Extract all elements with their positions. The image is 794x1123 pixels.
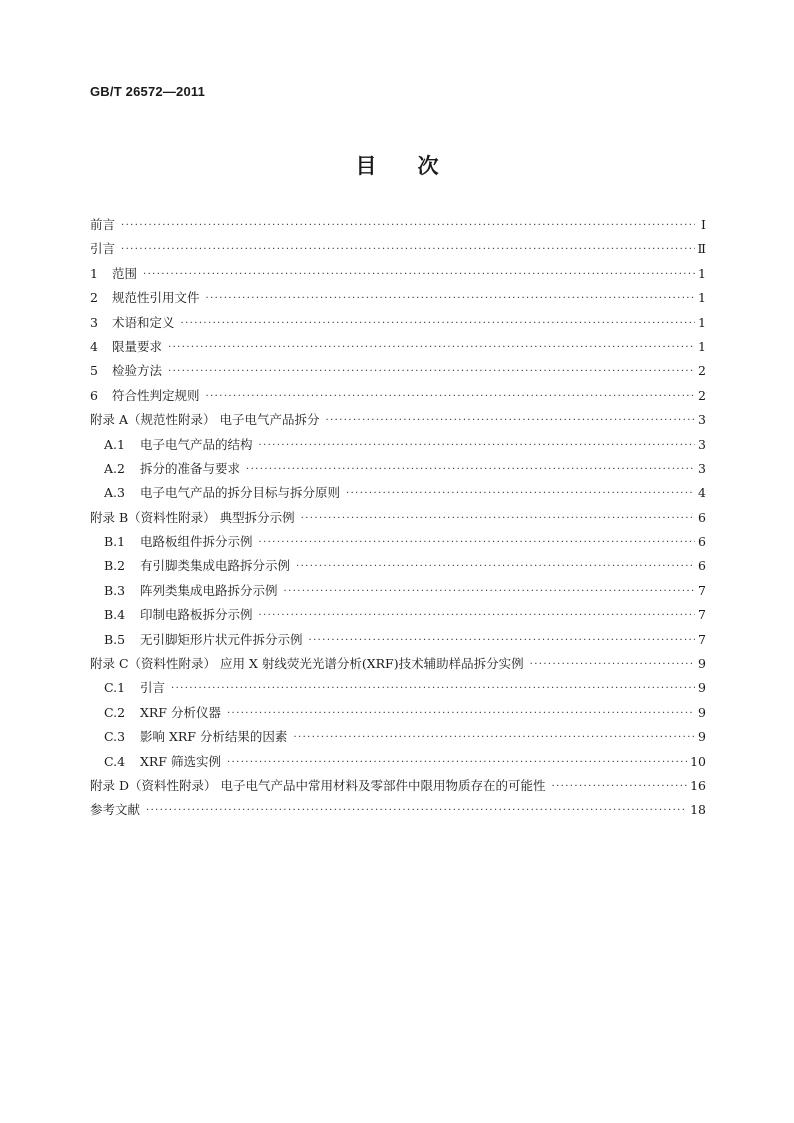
toc-entry[interactable] (90, 776, 706, 800)
toc-entry[interactable] (90, 288, 706, 312)
toc-entry-number: A.1 (104, 436, 125, 452)
toc-entry[interactable] (90, 678, 706, 702)
toc-entry[interactable] (90, 361, 706, 385)
toc-entry-label (90, 239, 115, 257)
toc-dot-leader (259, 440, 695, 451)
toc-entry-page: 7 (698, 607, 706, 623)
toc-entry-page: Ⅱ (697, 241, 706, 257)
toc-entry-number: C.3 (104, 729, 126, 745)
toc-entry-page: 1 (698, 265, 706, 281)
toc-entry-page: 1 (698, 314, 706, 330)
toc-entry-number: A.2 (104, 460, 125, 476)
toc-entry-page: 1 (698, 338, 706, 354)
toc-entry-page: 9 (698, 704, 706, 720)
toc-entry-text: 影响 XRF 分析结果的因素 (140, 729, 288, 745)
toc-entry-label (90, 776, 545, 794)
toc-entry-label (90, 264, 137, 282)
toc-entry-label (90, 800, 140, 818)
page-title: 目 次 (355, 154, 439, 178)
toc-entry-label (90, 288, 200, 306)
toc-entry-number: 3 (90, 314, 98, 330)
toc-entry[interactable] (90, 337, 706, 361)
toc-entry-label (104, 678, 165, 696)
toc-dot-leader (143, 269, 695, 280)
toc-entry-text: 有引脚类集成电路拆分示例 (140, 558, 291, 574)
toc-entry-text: 范围 (112, 265, 138, 281)
toc-dot-leader (346, 488, 695, 499)
toc-entry-text: 限量要求 (112, 338, 163, 354)
toc-entry-page: 2 (698, 363, 706, 379)
toc-entry-text: XRF 分析仪器 (140, 704, 221, 720)
toc-entry-label (104, 532, 253, 550)
toc-entry-text: 电子电气产品的结构 (140, 436, 253, 452)
toc-entry-number: 4 (90, 338, 98, 354)
toc-entry-page: 6 (698, 509, 706, 525)
toc-entry-text: 电子电气产品的拆分目标与拆分原则 (140, 485, 341, 501)
toc-entry-page: Ⅰ (701, 217, 706, 232)
toc-entry[interactable] (90, 508, 706, 532)
toc-entry-label (104, 630, 303, 648)
toc-entry-label (104, 703, 221, 721)
toc-dot-leader (301, 513, 695, 524)
toc-entry[interactable] (90, 459, 706, 483)
toc-entry-page: 6 (698, 534, 706, 550)
toc-entry-text: 前言 (90, 217, 116, 232)
toc-entry-number: B.4 (104, 607, 126, 623)
toc-dot-leader (227, 757, 687, 768)
toc-entry-text: 附录 A（规范性附录） 电子电气产品拆分 (90, 412, 320, 428)
toc-entry-number: B.5 (104, 631, 126, 647)
toc-dot-leader (168, 342, 695, 353)
toc-dot-leader (284, 586, 695, 597)
toc-entry-label (90, 410, 319, 428)
standard-code: GB/T 26572—2011 (90, 84, 206, 99)
toc-entry-label (90, 337, 162, 355)
toc-entry-page: 3 (698, 436, 706, 452)
toc-entry[interactable] (90, 483, 706, 507)
toc-entry-text: 引言 (90, 241, 116, 257)
toc-entry-label (90, 313, 175, 331)
toc-entry[interactable] (90, 654, 706, 678)
toc-entry[interactable] (90, 410, 706, 434)
toc-dot-leader (325, 415, 695, 426)
toc-entry-label (104, 727, 287, 745)
toc-entry[interactable] (90, 239, 706, 263)
toc-entry-text: 规范性引用文件 (112, 290, 200, 306)
toc-entry-label (90, 386, 200, 404)
toc-entry-page: 4 (698, 485, 706, 501)
toc-entry-text: 附录 D（资料性附录） 电子电气产品中常用材料及零部件中限用物质存在的可能性 (90, 777, 546, 793)
toc-entry-page: 3 (698, 412, 706, 428)
toc-entry-number: C.2 (104, 704, 126, 720)
toc-entry-number: 2 (90, 290, 98, 306)
toc-entry-number: 5 (90, 363, 98, 379)
toc-entry-number: C.4 (104, 753, 126, 769)
toc-entry-number: C.1 (104, 680, 126, 696)
toc-entry-text: 无引脚矩形片状元件拆分示例 (140, 631, 303, 647)
toc-dot-leader (309, 635, 695, 646)
toc-entry-page: 6 (698, 558, 706, 574)
toc-dot-leader (259, 610, 695, 621)
toc-entry-page: 3 (698, 460, 706, 476)
toc-entry-page: 7 (698, 631, 706, 647)
toc-dot-leader (121, 220, 695, 231)
toc-dot-leader (171, 683, 695, 694)
toc-entry[interactable] (90, 703, 706, 727)
toc-entry-page: 2 (698, 387, 706, 403)
toc-dot-leader (227, 708, 695, 719)
toc-dot-leader (121, 244, 694, 255)
toc-entry-text: 拆分的准备与要求 (140, 460, 241, 476)
toc-entry-label (90, 215, 115, 233)
toc-entry-text: 术语和定义 (112, 314, 175, 330)
toc-entry-page: 16 (690, 777, 706, 793)
toc-entry-label (104, 752, 221, 770)
toc-entry[interactable] (90, 264, 706, 288)
toc-entry[interactable] (90, 605, 706, 629)
toc-entry-text: 电路板组件拆分示例 (140, 534, 253, 550)
toc-dot-leader (206, 391, 695, 402)
toc-dot-leader (551, 781, 687, 792)
toc-dot-leader (259, 537, 695, 548)
toc-entry-label (104, 435, 253, 453)
toc-entry-text: 引言 (140, 680, 166, 696)
toc-entry-text: 检验方法 (112, 363, 163, 379)
toc-entry-page: 9 (698, 729, 706, 745)
toc-dot-leader (146, 805, 687, 816)
toc-entry-label (104, 556, 290, 574)
toc-entry[interactable] (90, 752, 706, 776)
toc-entry-number: B.1 (104, 534, 126, 550)
table-of-contents (90, 215, 706, 825)
toc-entry-page: 18 (690, 802, 706, 818)
toc-entry[interactable] (90, 727, 706, 751)
toc-entry[interactable] (90, 313, 706, 337)
toc-entry-number: 6 (90, 387, 98, 403)
toc-entry-text: 印制电路板拆分示例 (140, 607, 253, 623)
toc-entry-label (104, 459, 240, 477)
toc-entry-number: B.2 (104, 558, 126, 574)
toc-entry[interactable] (90, 556, 706, 580)
toc-entry-label (104, 605, 253, 623)
toc-entry-text: 附录 C（资料性附录） 应用 X 射线荧光光谱分析(XRF)技术辅助样品拆分实例 (90, 656, 524, 672)
toc-entry-number: A.3 (104, 485, 125, 501)
toc-entry[interactable] (90, 581, 706, 605)
toc-entry-text: 符合性判定规则 (112, 387, 200, 403)
toc-entry-page: 1 (698, 290, 706, 306)
toc-dot-leader (168, 366, 695, 377)
toc-dot-leader (246, 464, 695, 475)
toc-dot-leader (296, 561, 695, 572)
toc-entry-text: 参考文献 (90, 802, 141, 818)
toc-entry-text: 附录 B（资料性附录） 典型拆分示例 (90, 509, 295, 525)
toc-dot-leader (293, 732, 695, 743)
toc-entry[interactable] (90, 215, 706, 239)
toc-entry[interactable] (90, 435, 706, 459)
toc-entry-text: 阵列类集成电路拆分示例 (140, 582, 278, 598)
toc-dot-leader (530, 659, 695, 670)
toc-entry[interactable] (90, 800, 706, 824)
toc-entry-page: 9 (698, 656, 706, 672)
toc-entry-page: 7 (698, 582, 706, 598)
toc-entry-page: 9 (698, 680, 706, 696)
toc-dot-leader (181, 318, 695, 329)
toc-entry-number: B.3 (104, 582, 126, 598)
toc-entry-text: XRF 筛选实例 (140, 753, 221, 769)
toc-entry[interactable] (90, 386, 706, 410)
toc-entry-label (104, 483, 340, 501)
toc-entry[interactable] (90, 630, 706, 654)
toc-entry-page: 10 (690, 753, 706, 769)
toc-entry-label (104, 581, 278, 599)
toc-entry-label (90, 508, 295, 526)
toc-entry-number: 1 (90, 265, 98, 281)
toc-entry-label (90, 361, 162, 379)
toc-entry-label (90, 654, 524, 672)
toc-dot-leader (206, 293, 695, 304)
toc-entry[interactable] (90, 532, 706, 556)
